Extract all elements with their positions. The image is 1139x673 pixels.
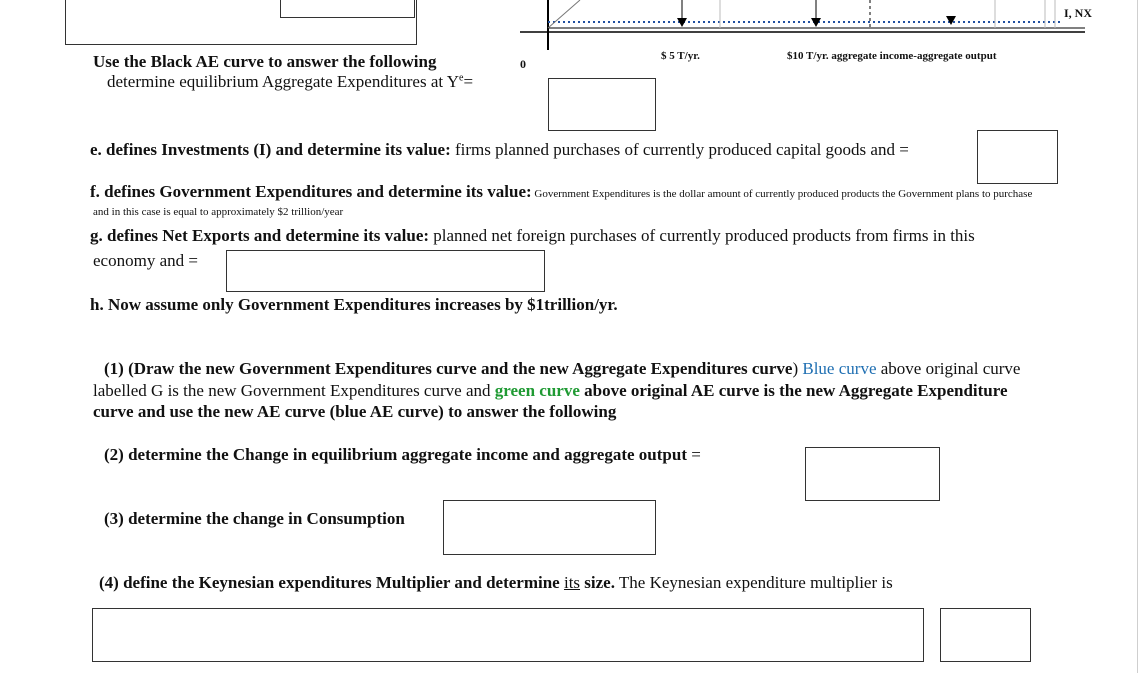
income-change-answer-box[interactable]: [805, 447, 940, 501]
consumption-change-answer-box[interactable]: [443, 500, 656, 555]
question-f: f. defines Government Expenditures and determine its value: Government Expenditures is the dollar amount of currently produced products the Government plans to purchase: [90, 182, 1033, 201]
question-f-line2: and in this case is equal to approximately $2 trillion/year: [93, 206, 344, 218]
page-right-edge: [1137, 0, 1138, 673]
question-h4: (4) define the Keynesian expenditures Multiplier and determine its size. The Keynesian expenditure multiplier is: [99, 573, 893, 592]
question-h1-line1: (1) (Draw the new Government Expenditures curve and the new Aggregate Expenditures curve) Blue curve above original curve: [104, 359, 1021, 378]
question-h3: (3) determine the change in Consumption: [104, 509, 405, 528]
ae-question-line1: Use the Black AE curve to answer the following: [93, 52, 437, 71]
top-left-inner-box[interactable]: [280, 0, 415, 18]
question-g: g. defines Net Exports and determine its value: planned net foreign purchases of currently produced products from firms in this: [90, 226, 975, 245]
net-exports-answer-box[interactable]: [226, 250, 545, 292]
investment-answer-box[interactable]: [977, 130, 1058, 184]
question-e: e. defines Investments (I) and determine its value: firms planned purchases of currently produced capital goods and =: [90, 140, 909, 159]
question-h1-line2: labelled G is the new Government Expenditures curve and green curve above original AE curve is the new Aggregate Expenditure: [93, 381, 1008, 400]
question-h: h. Now assume only Government Expenditures increases by $1trillion/yr.: [90, 295, 618, 314]
graph-tick-5-label: $ 5 T/yr.: [661, 50, 700, 62]
arrow-head-3: [946, 16, 956, 25]
ae-question-line2: determine equilibrium Aggregate Expenditures at $Y^e=$: [107, 72, 474, 91]
multiplier-size-answer-box[interactable]: [940, 608, 1031, 662]
graph-origin-label: 0: [520, 57, 526, 71]
question-h2: (2) determine the Change in equilibrium aggregate income and aggregate output =: [104, 445, 701, 464]
question-h1-line3: curve and use the new AE curve (blue AE curve) to answer the following: [93, 402, 617, 421]
question-g-line2: economy and =: [93, 251, 198, 270]
graph-tick-10-label: $10 T/yr. aggregate income-aggregate output: [787, 50, 997, 62]
diag-line: [548, 0, 580, 28]
multiplier-definition-answer-box[interactable]: [92, 608, 924, 662]
ae-equilibrium-answer-box[interactable]: [548, 78, 656, 131]
graph-line-label: I, NX: [1064, 6, 1093, 20]
